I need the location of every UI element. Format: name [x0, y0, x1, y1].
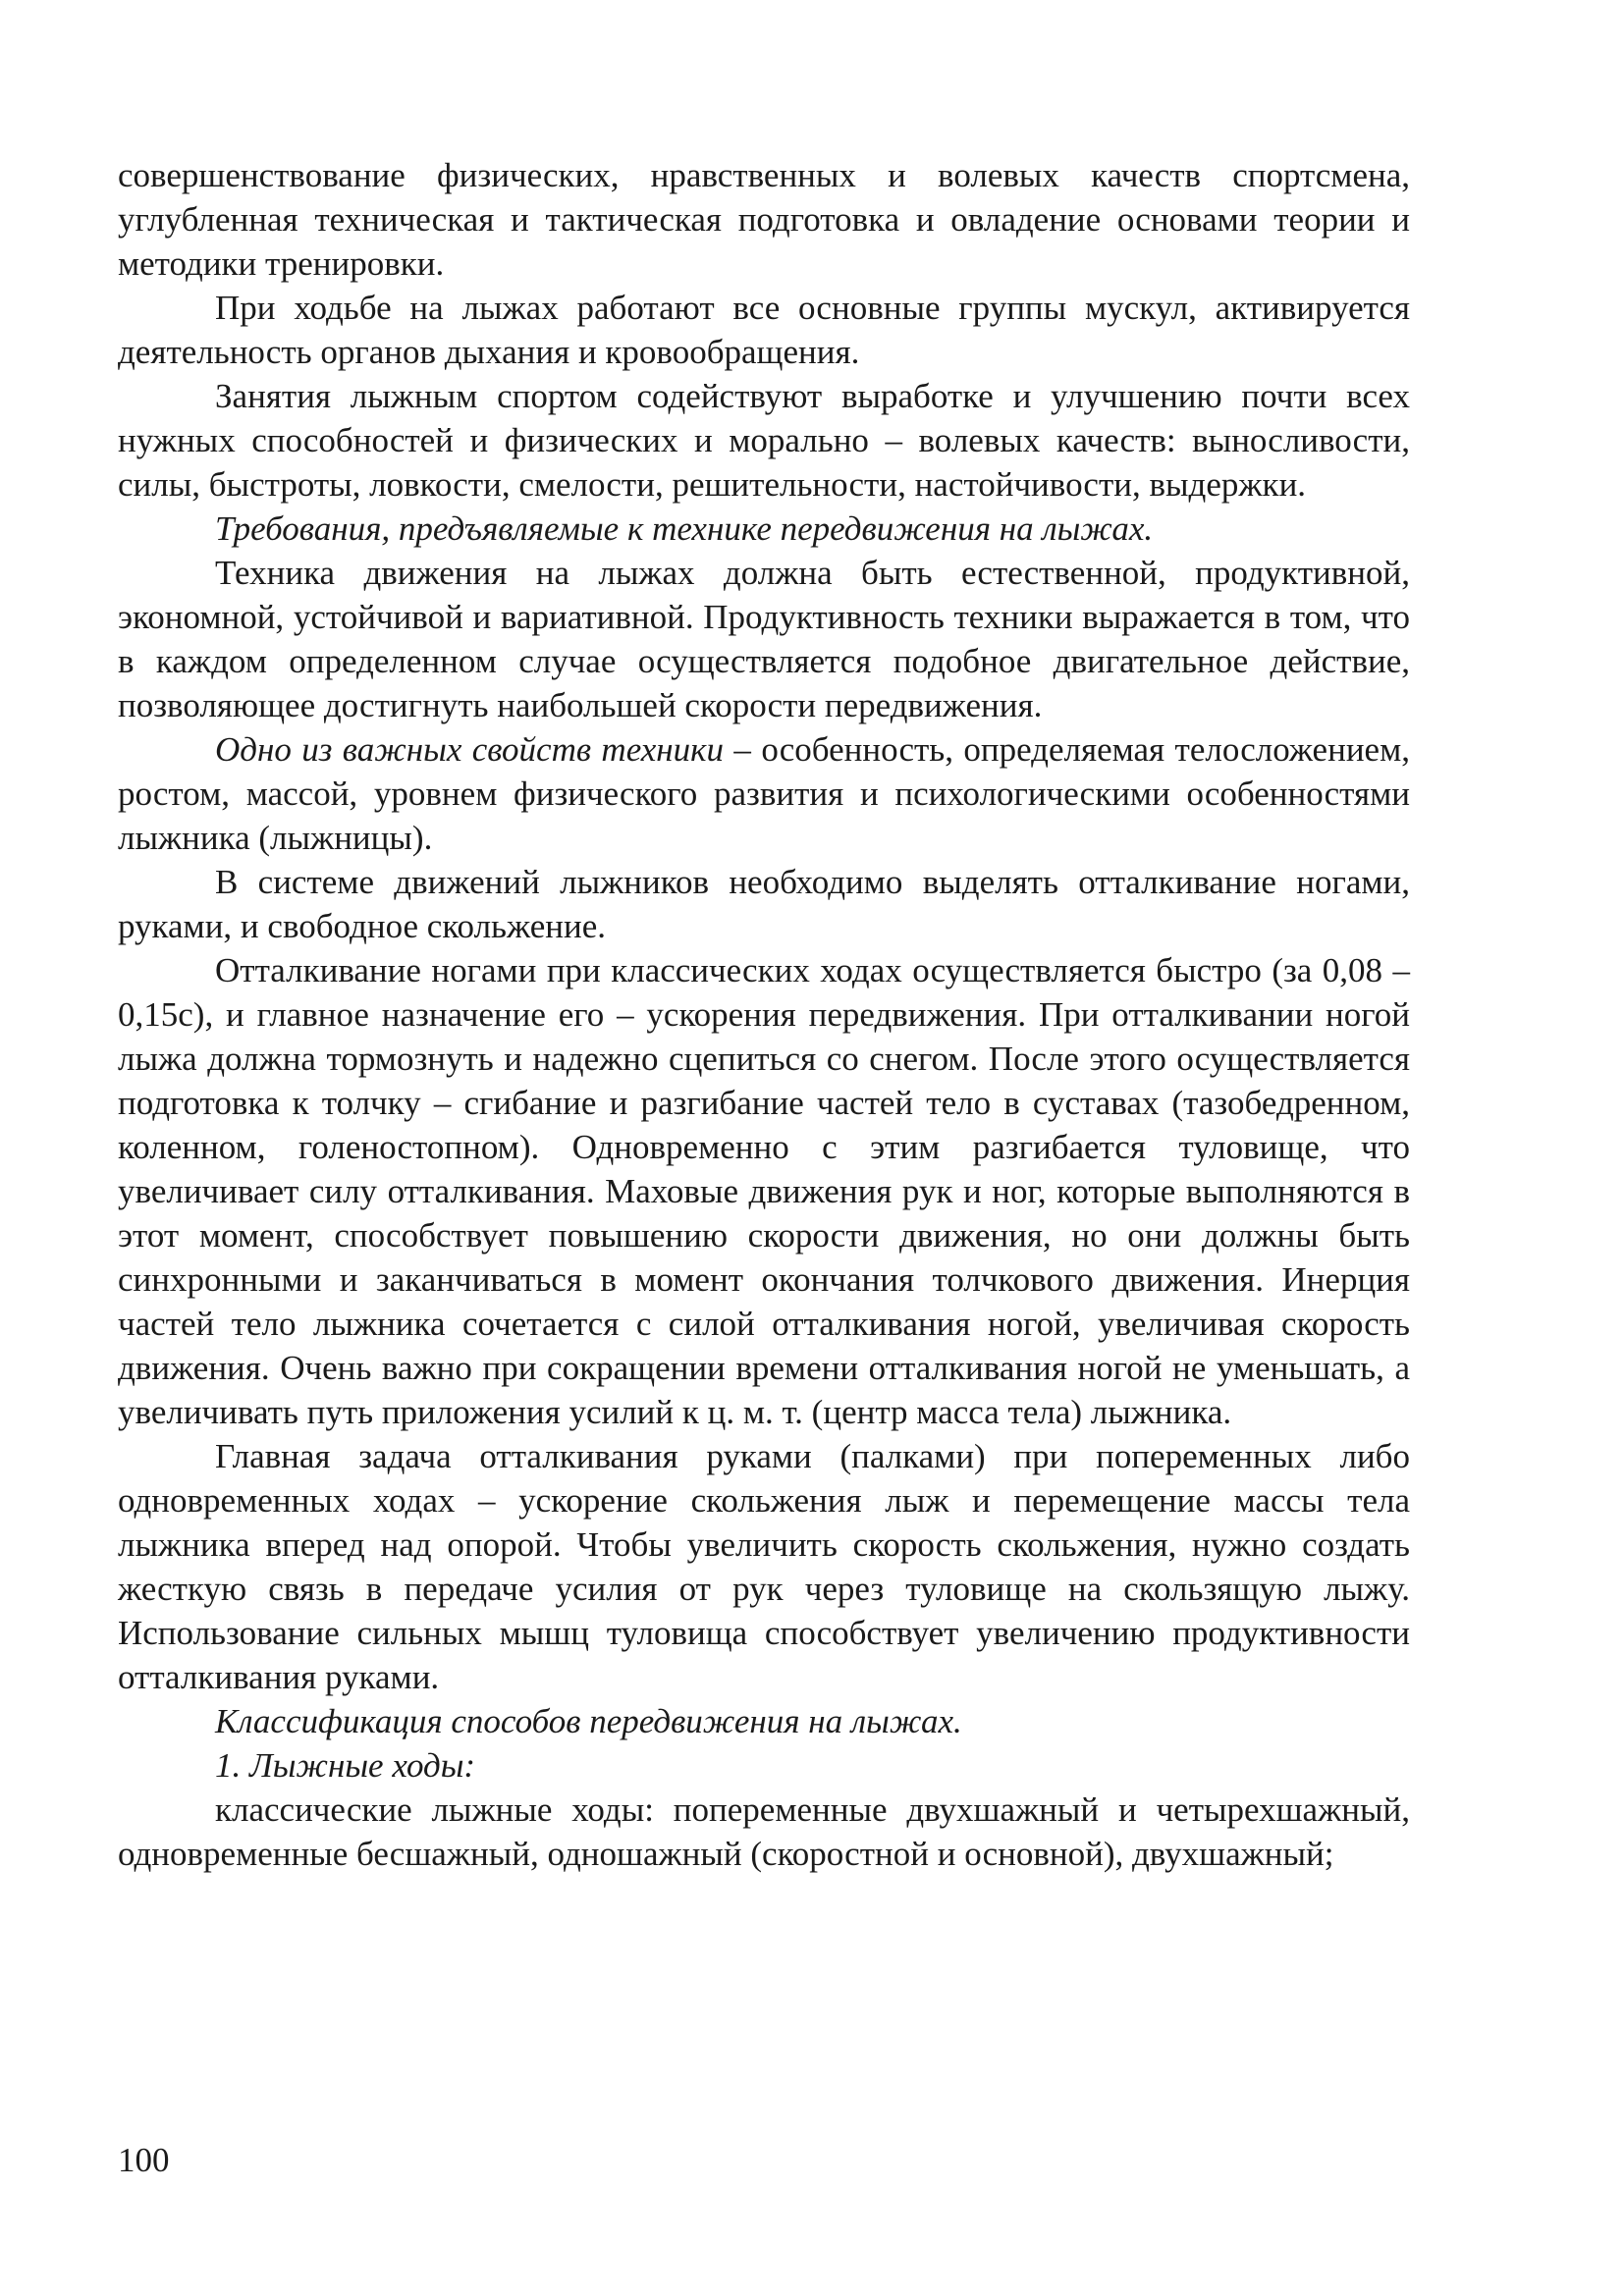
page-body — [118, 153, 1410, 1876]
italic-text-run: Классификация способов передвижения на лыжах. — [215, 1702, 962, 1740]
text-run: В системе движений лыжников необходимо выделять отталкивание ногами, руками, и свободное скольжение. — [118, 863, 1410, 945]
paragraph — [118, 1788, 1410, 1876]
paragraph — [118, 286, 1410, 374]
text-run: совершенствование физических, нравственных и волевых качеств спортсмена, углубленная техническая и тактическая подготовка и овладение основами теории и методики тренировки. — [118, 156, 1410, 283]
paragraph — [118, 153, 1410, 286]
text-run: При ходьбе на лыжах работают все основные группы мускул, активируется деятельность органов дыхания и кровообращения. — [118, 289, 1410, 371]
paragraph — [118, 860, 1410, 948]
paragraph — [118, 1699, 1410, 1743]
italic-text-run: 1. Лыжные ходы: — [215, 1746, 476, 1785]
paragraph — [118, 551, 1410, 727]
text-run: Техника движения на лыжах должна быть естественной, продуктивной, экономной, устойчивой и вариативной. Продуктивность техники выражается в том, что в каждом определенном случае осуществляется подобное двигательное действие, позволяющее достигнуть наибольшей скорости передвижения. — [118, 554, 1410, 724]
text-run: классические лыжные ходы: попеременные двухшажный и четырехшажный, одновременные бесшажный, одношажный (скоростной и основной), двухшажный; — [118, 1790, 1410, 1873]
paragraph — [118, 727, 1410, 860]
paragraph — [118, 1434, 1410, 1699]
text-run: – особенность, определяемая телосложением, ростом, массой, уровнем физического развития и психологическими особенностями лыжника (лыжницы). — [118, 730, 1410, 857]
paragraph — [118, 1743, 1410, 1788]
paragraph — [118, 948, 1410, 1434]
page-number: 100 — [118, 2141, 170, 2179]
text-run: Занятия лыжным спортом содействуют выработке и улучшению почти всех нужных способностей и физических и морально – волевых качеств: выносливости, силы, быстроты, ловкости, смелости, решительности, настойчивости, выдержки. — [118, 377, 1410, 504]
text-run: Отталкивание ногами при классических ходах осуществляется быстро (за 0,08 – 0,15с), и главное назначение его – ускорения передвижения. При отталкивании ногой лыжа должна тормознуть и надежно сцепиться со снегом. После этого осуществляется подготовка к толчку – сгибание и разгибание частей тело в суставах (тазобедренном, коленном, голеностопном). Одновременно с этим разгибается туловище, что увеличивает силу отталкивания. Маховые движения рук и ног, которые выполняются в этот момент, способствует повышению скорости движения, но они должны быть синхронными и заканчиваться в момент окончания толчкового движения. Инерция частей тело лыжника сочетается с силой отталкивания ногой, увеличивая скорость движения. Очень важно при сокращении времени отталкивания ногой не уменьшать, а увеличивать путь приложения усилий к ц. м. т. (центр масса тела) лыжника. — [118, 951, 1410, 1431]
italic-text-run: Требования, предъявляемые к технике передвижения на лыжах. — [215, 509, 1154, 548]
paragraph — [118, 507, 1410, 551]
paragraph — [118, 374, 1410, 507]
text-run: Главная задача отталкивания руками (палками) при попеременных либо одновременных ходах – ускорение скольжения лыж и перемещение массы тела лыжника вперед над опорой. Чтобы увеличить скорость скольжения, нужно создать жесткую связь в передаче усилия от рук через туловище на скользящую лыжу. Использование сильных мышц туловища способствует увеличению продуктивности отталкивания руками. — [118, 1437, 1410, 1696]
italic-text-run: Одно из важных свойств техники — [215, 730, 725, 769]
